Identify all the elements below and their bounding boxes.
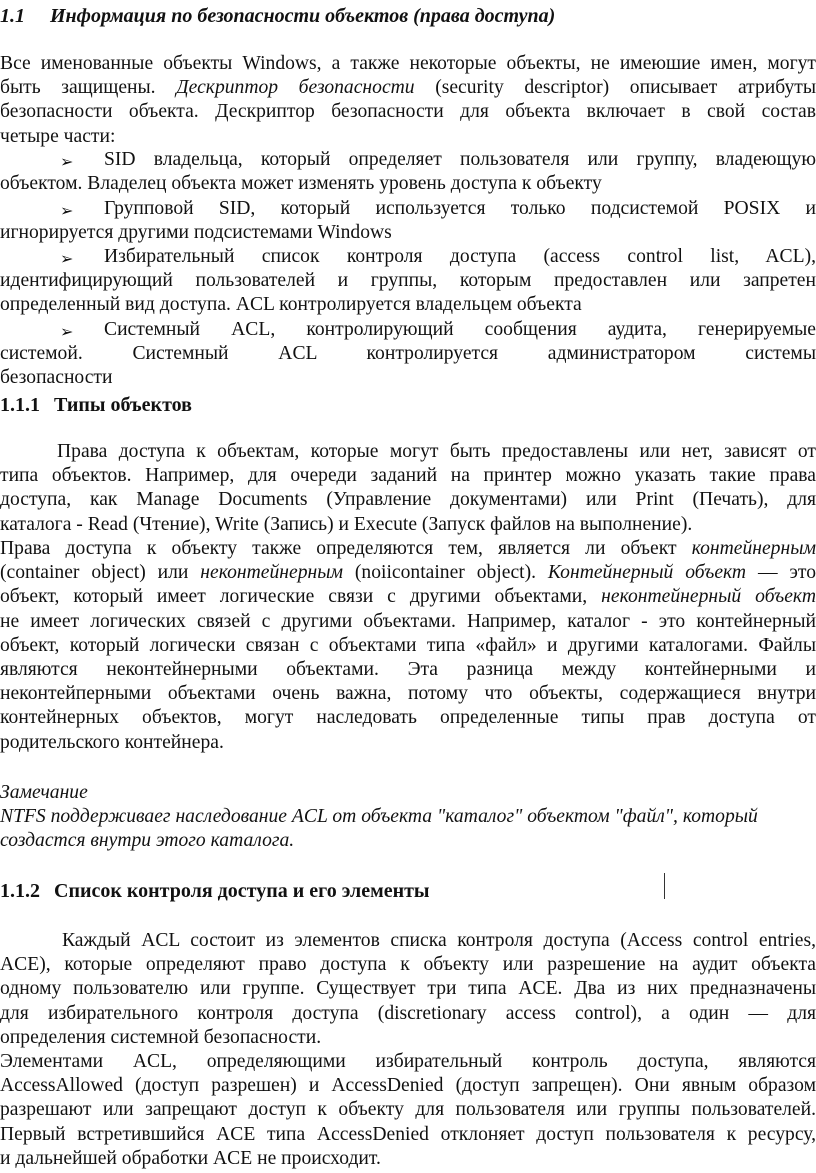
section-heading-1-1 bbox=[0, 4, 555, 28]
container-objects-paragraph bbox=[0, 537, 816, 755]
text-line: Элементами ACL, определяющими избирательный контроль доступа, являются bbox=[0, 1051, 816, 1072]
text-line: каталога - Read (Чтение), Write (Запись) и Execute (Запуск файлов на выполнение). bbox=[0, 513, 693, 535]
text-line: и дальнейшей обработки ACE не происходит. bbox=[0, 1147, 381, 1169]
text-line: Все именованные объекты Windows, а также некоторые объекты, не имеюшие имен, могут bbox=[0, 53, 816, 74]
text-line: системой. Системный ACL контролируется администратором системы bbox=[0, 343, 816, 365]
italic-term: Дескриптор безопасности bbox=[176, 77, 415, 99]
section-title: Список контроля доступа и его элементы bbox=[54, 880, 430, 902]
text-line: разрешают или запрещают доступ к объекту для пользователя или группы пользователей. bbox=[0, 1099, 816, 1121]
text-line: Каждый ACL состоит из элементов списка контроля доступа (Access control entries, bbox=[62, 930, 816, 951]
arrow-bullet-icon: ➢ bbox=[60, 201, 74, 220]
ace-elements-paragraph bbox=[0, 1050, 816, 1171]
text-line: типа объектов. Например, для очереди заданий на принтер можно указать такие права bbox=[0, 465, 816, 487]
text-line: контейнерных объектов, могут наследовать определенные типы прав доступа от bbox=[0, 707, 816, 729]
text-line bbox=[0, 585, 816, 609]
intro-paragraph bbox=[0, 52, 816, 149]
text-line: Первый встретившийся ACE типа AccessDenied отклоняет доступ пользователя к ресурсу, bbox=[0, 1123, 816, 1145]
text-line: являются неконтейнерными объектами. Эта разница между контейнерными и bbox=[0, 659, 816, 681]
italic-term: неконтейнерный объект bbox=[601, 586, 816, 608]
text-line: одному пользователю или группе. Существует три типа ACE. Два из них предназначены bbox=[0, 978, 816, 1000]
arrow-bullet-icon: ➢ bbox=[60, 249, 74, 268]
text-run: — это bbox=[757, 562, 816, 584]
text-line: Избирательный список контроля доступа (access control list, ACL), bbox=[104, 246, 816, 267]
text-line: неконтейперными объектами очень важна, потому что объекты, содержащиеся внутри bbox=[0, 683, 816, 705]
section-number: 1.1.1 bbox=[0, 394, 40, 416]
section-number: 1.1.2 bbox=[0, 880, 40, 902]
text-line: идентифицирующий пользователей и группы, которым предоставлен или запретен bbox=[0, 270, 816, 292]
text-line: ACE), которые определяют право доступа к объекту или разрешение на аудит объекта bbox=[0, 954, 816, 976]
text-line bbox=[0, 76, 816, 100]
text-line: игнорируется другими подсистемами Windows bbox=[0, 222, 392, 244]
section-heading-1-1-2 bbox=[0, 879, 430, 903]
bullet-item bbox=[0, 245, 816, 318]
text-line: доступа, как Manage Documents (Управление документами) или Print (Печать), для bbox=[0, 489, 816, 511]
object-types-paragraph bbox=[0, 440, 816, 537]
ace-paragraph bbox=[0, 929, 816, 1050]
text-line bbox=[0, 537, 816, 561]
italic-term: неконтейнерным bbox=[200, 562, 343, 584]
text-line: SID владельца, который определяет пользователя или группу, владеющую bbox=[104, 149, 816, 170]
text-run: объект, который имеет логические связи с другими объектами, bbox=[0, 586, 588, 608]
text-line: безопасности bbox=[0, 367, 113, 389]
text-line: Права доступа к объектам, которые могут быть предоставлены или нет, зависят от bbox=[57, 441, 816, 462]
note-label: Замечание bbox=[0, 782, 88, 803]
bullet-item bbox=[0, 197, 816, 245]
text-line: NTFS поддерживаег наследование ACL от объекта "каталог" объектом "файл", который bbox=[0, 806, 758, 828]
text-line: безопасности объекта. Дескриптор безопасности для объекта включает в свой состав bbox=[0, 101, 816, 123]
arrow-bullet-icon: ➢ bbox=[60, 152, 74, 171]
text-run: (container object) или bbox=[0, 562, 189, 584]
text-line: объект, который логически связан с объектами типа «файл» и другими каталогами. Файлы bbox=[0, 634, 816, 656]
bullet-item bbox=[0, 148, 816, 196]
text-run: Права доступа к объекту также определяются тем, является ли объект bbox=[0, 538, 677, 559]
text-line: AccessAllowed (доступ разрешен) и AccessDenied (доступ запрещен). Они явным образом bbox=[0, 1075, 816, 1097]
text-run: (noiicontainer object). bbox=[354, 562, 537, 584]
text-cursor-line bbox=[664, 873, 665, 899]
text-run: быть защищены. bbox=[0, 77, 156, 99]
arrow-bullet-icon: ➢ bbox=[60, 322, 74, 341]
text-line: для избирательного контроля доступа (discretionary access control), а один — для bbox=[0, 1002, 816, 1024]
text-line: Групповой SID, который используется только подсистемой POSIX и bbox=[104, 198, 816, 219]
section-heading-1-1-1 bbox=[0, 393, 192, 417]
section-number: 1.1 bbox=[0, 5, 25, 27]
section-title: Типы объектов bbox=[54, 394, 192, 416]
text-line: определения системной безопасности. bbox=[0, 1026, 322, 1048]
section-title: Информация по безопасности объектов (права доступа) bbox=[50, 5, 556, 27]
text-line: создастся внутри этого каталога. bbox=[0, 830, 295, 852]
text-line: не имеет логических связей с другими объектами. Например, каталог - это контейнерный bbox=[0, 610, 816, 632]
bullet-item bbox=[0, 318, 816, 391]
italic-term: контейнерным bbox=[691, 538, 816, 559]
text-line: определенный вид доступа. ACL контролируется владельцем объекта bbox=[0, 294, 582, 316]
text-line: родительского контейнера. bbox=[0, 731, 224, 753]
note-block bbox=[0, 781, 816, 854]
text-line: четыре части: bbox=[0, 125, 116, 147]
text-line: Системный ACL, контролирующий сообщения аудита, генерируемые bbox=[104, 319, 816, 340]
text-run: (security descriptor) описывает атрибуты bbox=[435, 77, 816, 99]
text-line: объектом. Владелец объекта может изменять уровень доступа к объекту bbox=[0, 173, 602, 195]
italic-term: Контейнерный объект bbox=[547, 562, 747, 584]
text-line bbox=[0, 561, 816, 585]
